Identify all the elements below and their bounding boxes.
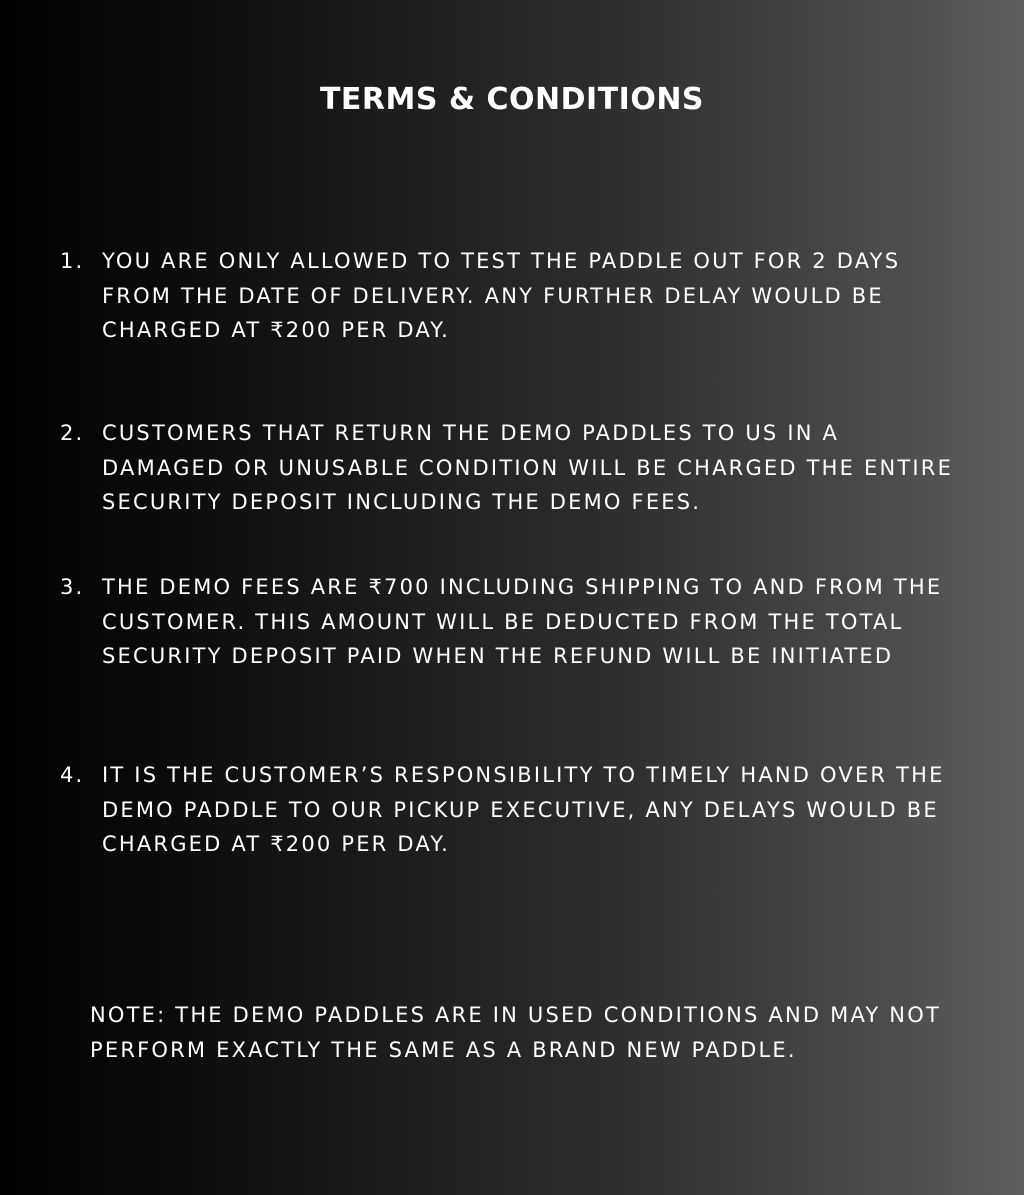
term-text: THE DEMO FEES ARE ₹700 INCLUDING SHIPPING TO AND FROM THE CUSTOMER. THIS AMOUNT WILL BE DEDUCTED FROM THE TOTAL SECURITY DEPOSIT PAID WHEN THE REFUND WILL BE INITIATED [102,575,943,668]
term-number: 4. [60,763,85,787]
term-number: 3. [60,575,85,599]
term-item-4 [60,758,970,862]
term-number: 2. [60,421,85,445]
term-text: CUSTOMERS THAT RETURN THE DEMO PADDLES TO US IN A DAMAGED OR UNUSABLE CONDITION WILL BE CHARGED THE ENTIRE SECURITY DEPOSIT INCLUDING THE DEMO FEES. [102,421,954,514]
term-item-2 [60,416,970,520]
term-number: 1. [60,249,85,273]
term-item-1 [60,244,970,348]
page-title: TERMS & CONDITIONS [319,82,705,117]
note-text: NOTE: THE DEMO PADDLES ARE IN USED CONDITIONS AND MAY NOT PERFORM EXACTLY THE SAME AS A BRAND NEW PADDLE. [90,1003,941,1062]
term-text: IT IS THE CUSTOMER’S RESPONSIBILITY TO TIMELY HAND OVER THE DEMO PADDLE TO OUR PICKUP EXECUTIVE, ANY DELAYS WOULD BE CHARGED AT ₹200 PER DAY. [102,763,945,856]
term-item-3 [60,570,970,674]
term-text: YOU ARE ONLY ALLOWED TO TEST THE PADDLE OUT FOR 2 DAYS FROM THE DATE OF DELIVERY. ANY FURTHER DELAY WOULD BE CHARGED AT ₹200 PER DAY. [102,249,901,342]
